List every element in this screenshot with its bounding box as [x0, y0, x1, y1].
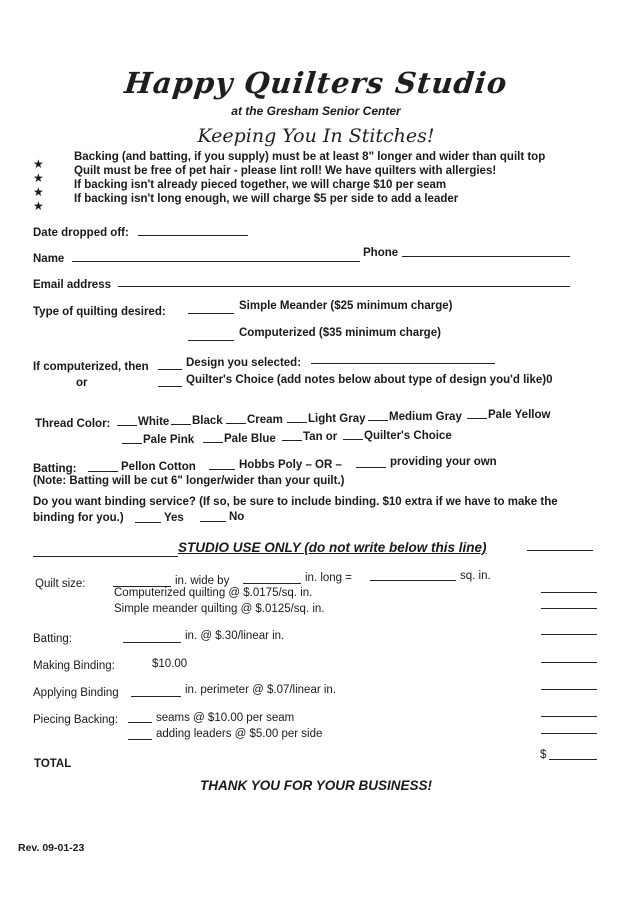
thread-option-cream: Cream: [247, 414, 283, 426]
quilting-type-label: Type of quilting desired:: [33, 306, 166, 318]
total-amount-field[interactable]: [549, 759, 597, 760]
quilt-length-field[interactable]: [243, 583, 301, 584]
thread-color-label: Thread Color:: [35, 418, 111, 430]
date-dropped-field[interactable]: [138, 235, 248, 236]
binding-question-cont: binding for you.): [33, 512, 124, 524]
phone-field[interactable]: [402, 256, 570, 257]
or-label: or: [76, 377, 88, 389]
studio-use-heading: STUDIO USE ONLY (do not write below this line): [178, 540, 487, 555]
name-label: Name: [33, 253, 65, 265]
leaders-rate: adding leaders @ $5.00 per side: [156, 728, 323, 740]
star-icon: ★: [33, 171, 44, 185]
revision-label: Rev. 09-01-23: [18, 842, 85, 854]
thread-option-black: Black: [192, 415, 223, 427]
thread-quilters-choice-checkbox[interactable]: [343, 439, 363, 440]
note-item: Backing (and batting, if you supply) must be at least 8" longer and wider than quilt top: [74, 151, 546, 163]
thread-cream-checkbox[interactable]: [226, 423, 246, 424]
perimeter-field[interactable]: [131, 696, 181, 697]
divider-left: [33, 556, 178, 557]
design-selected-checkbox[interactable]: [158, 369, 182, 370]
simple-meander-rate: Simple meander quilting @ $.0125/sq. in.: [114, 603, 325, 615]
binding-question: Do you want binding service? (If so, be sure to include binding. $10 extra if we have to make the: [33, 496, 558, 508]
phone-label: Phone: [363, 247, 399, 259]
computerized-rate: Computerized quilting @ $.0175/sq. in.: [114, 587, 313, 599]
simple-meander-checkbox[interactable]: [188, 313, 234, 314]
batting-length-field[interactable]: [123, 642, 181, 643]
star-icon: ★: [33, 185, 44, 199]
leaders-amount-field[interactable]: [541, 733, 597, 734]
seams-rate: seams @ $10.00 per seam: [156, 712, 295, 724]
date-dropped-label: Date dropped off:: [33, 227, 129, 239]
quilters-choice-option: Quilter's Choice (add notes below about type of design you'd like)0: [186, 374, 553, 386]
sq-in-label: sq. in.: [460, 570, 491, 582]
thread-light-gray-checkbox[interactable]: [287, 422, 307, 423]
total-label: TOTAL: [34, 758, 72, 770]
computerized-checkbox[interactable]: [188, 340, 234, 341]
binding-no-checkbox[interactable]: [200, 521, 226, 522]
studio-tagline: Keeping You In Stitches!: [197, 125, 435, 147]
design-selected-field[interactable]: [311, 363, 495, 364]
applying-binding-label: Applying Binding: [33, 687, 119, 699]
email-label: Email address: [33, 279, 111, 291]
quilt-area-field[interactable]: [370, 580, 456, 581]
thread-tan-checkbox[interactable]: [282, 440, 302, 441]
note-item: Quilt must be free of pet hair - please lint roll! We have quilters with allergies!: [74, 165, 497, 177]
design-selected-label: Design you selected:: [186, 357, 302, 369]
studio-batting-label: Batting:: [33, 633, 72, 645]
thread-option-white: White: [138, 416, 170, 428]
studio-title: Happy Quilters Studio: [122, 66, 510, 100]
note-item: If backing isn't long enough, we will charge $5 per side to add a leader: [74, 193, 459, 205]
dollar-sign: $: [540, 749, 547, 761]
making-binding-amount-field[interactable]: [541, 662, 597, 663]
batting-own-checkbox[interactable]: [356, 467, 386, 468]
seams-count-field[interactable]: [128, 722, 152, 723]
thread-white-checkbox[interactable]: [117, 425, 137, 426]
batting-label: Batting:: [33, 463, 77, 475]
name-field[interactable]: [72, 261, 360, 262]
batting-pellon-checkbox[interactable]: [88, 471, 118, 472]
in-long-label: in. long =: [305, 572, 352, 584]
applying-binding-amount-field[interactable]: [541, 689, 597, 690]
thread-option-medium-gray: Medium Gray: [389, 411, 462, 423]
simple-amount-field[interactable]: [541, 608, 597, 609]
batting-hobbs-option: Hobbs Poly – OR –: [239, 459, 342, 471]
piecing-backing-label: Piecing Backing:: [33, 714, 119, 726]
applying-binding-rate: in. perimeter @ $.07/linear in.: [185, 684, 337, 696]
star-icon: ★: [33, 157, 44, 171]
thread-option-pale-pink: Pale Pink: [143, 434, 195, 446]
thread-option-light-gray: Light Gray: [308, 413, 366, 425]
star-icon: ★: [33, 199, 44, 213]
thread-pale-blue-checkbox[interactable]: [203, 442, 223, 443]
studio-subtitle: at the Gresham Senior Center: [231, 104, 401, 118]
quilters-choice-checkbox[interactable]: [158, 386, 182, 387]
binding-yes-checkbox[interactable]: [135, 522, 161, 523]
binding-no-option: No: [229, 511, 245, 523]
thread-option-quilters-choice: Quilter's Choice: [364, 430, 452, 442]
thread-option-pale-blue: Pale Blue: [224, 433, 276, 445]
thread-pale-yellow-checkbox[interactable]: [467, 418, 487, 419]
divider-right: [527, 550, 593, 551]
seams-amount-field[interactable]: [541, 716, 597, 717]
binding-yes-option: Yes: [164, 512, 184, 524]
making-binding-label: Making Binding:: [33, 660, 115, 672]
computerized-option: Computerized ($35 minimum charge): [239, 327, 441, 339]
in-wide-by-label: in. wide by: [175, 575, 230, 587]
email-field[interactable]: [118, 286, 570, 287]
thread-option-tan: Tan or: [303, 431, 338, 443]
batting-rate: in. @ $.30/linear in.: [185, 630, 285, 642]
batting-amount-field[interactable]: [541, 634, 597, 635]
thread-medium-gray-checkbox[interactable]: [368, 420, 388, 421]
quilt-size-label: Quilt size:: [35, 578, 86, 590]
making-binding-price: $10.00: [152, 658, 188, 670]
leaders-count-field[interactable]: [128, 739, 152, 740]
thread-option-pale-yellow: Pale Yellow: [488, 409, 551, 421]
thread-black-checkbox[interactable]: [171, 424, 191, 425]
batting-pellon-option: Pellon Cotton: [121, 461, 196, 473]
thread-pale-pink-checkbox[interactable]: [122, 443, 142, 444]
computerized-amount-field[interactable]: [541, 592, 597, 593]
if-computerized-label: If computerized, then: [33, 361, 149, 373]
simple-meander-option: Simple Meander ($25 minimum charge): [239, 300, 453, 312]
thank-you-message: THANK YOU FOR YOUR BUSINESS!: [199, 778, 433, 793]
batting-own-option: providing your own: [390, 456, 497, 468]
note-item: If backing isn't already pieced together, we will charge $10 per seam: [74, 179, 447, 191]
batting-note: (Note: Batting will be cut 6" longer/wider than your quilt.): [33, 475, 345, 487]
batting-hobbs-checkbox[interactable]: [209, 469, 235, 470]
